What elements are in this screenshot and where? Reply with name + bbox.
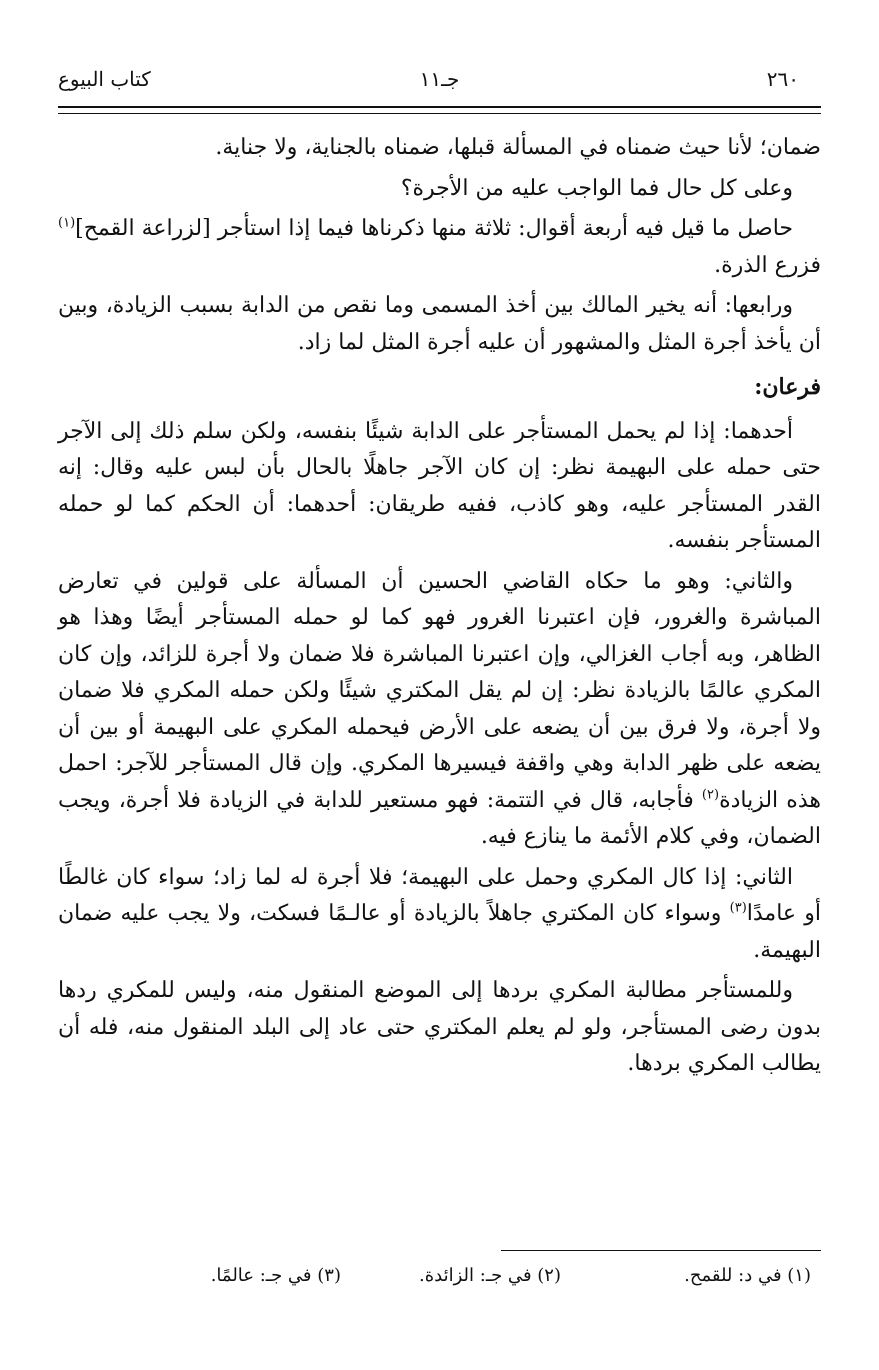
running-header <box>58 62 821 96</box>
paragraph-5: أحدهما: إذا لم يحمل المستأجر على الدابة شيئًا بنفسه، ولكن سلم ذلك إلى الآجر حتى حمله على البهيمة نظر: إن كان الآجر جاهلًا بالحال بأن لبس عليه وقال: إنه القدر المستأجر عليه، وهو كاذب، ففيه طريقان: أحدهما: أن الحكم كما لو حمله المستأجر بنفسه. <box>58 418 821 553</box>
paragraph-6-tail: فأجابه، قال في التتمة: فهو مستعير للدابة في الزيادة فلا أجرة، ويجب الضمان، وفي كلام الأئمة ما ينازع فيه. <box>58 787 821 849</box>
paragraph-8: وللمستأجر مطالبة المكري بردها إلى الموضع المنقول منه، وليس للمكري ردها بدون رضى المستأجر، ولو لم يعلم المكتري حتى عاد إلى البلد المنقول منه، فله أن يطالب المكري بردها. <box>58 978 821 1076</box>
paragraph-3 <box>58 211 821 284</box>
paragraph-4: ورابعها: أنه يخير المالك بين أخذ المسمى وما نقص من الدابة بسبب الزيادة، وبين أن يأخذ أجرة المثل والمشهور أن عليه أجرة المثل لما زاد. <box>58 293 821 355</box>
paragraph-6 <box>58 564 821 856</box>
footnote-3: (٣) في جـ: عالمًا. <box>210 1265 341 1286</box>
footnote-2: (٢) في جـ: الزائدة. <box>419 1265 561 1286</box>
paragraph-3-text: حاصل ما قيل فيه أربعة أقوال: ثلاثة منها ذكرناها فيما إذا استأجر [لزراعة القمح] <box>75 216 793 241</box>
footnotes <box>120 1262 821 1292</box>
paragraph-7-text: الثاني: إذا كال المكري وحمل على البهيمة؛ فلا أجرة له لما زاد؛ سواء كان غالطًا أو عامدًا <box>58 864 821 926</box>
paragraph-3-tail: فزرع الذرة. <box>714 252 821 278</box>
footnote-1: (١) في د: للقمح. <box>684 1265 811 1286</box>
section-heading: فرعان: <box>754 374 821 400</box>
paragraph-6-text: والثاني: وهو ما حكاه القاضي الحسين أن المسألة على قولين في تعارض المباشرة والغرور، فإن اعتبرنا الغرور فهو كما لو حمله المستأجر أيضًا وهذا هو الظاهر، وبه أجاب الغزالي، وإن اعتبرنا المباشرة فلا ضمان ولا أجرة للزائد، وإن كان المكري عالمًا بالزيادة نظر: إن لم يقل المكتري شيئًا ولكن حمله المكري فلا ضمان ولا أجرة، ولا فرق بين أن يضعه على الأرض فيحمله المكري على البهيمة أو بين أن يضعه على ظهر الدابة وهي واقفة فيسيرها المكري. وإن قال المستأجر للآجر: احمل هذه الزيادة <box>58 568 821 813</box>
paragraph-1: ضمان؛ لأنا حيث ضمناه في المسألة قبلها، ضمناه بالجناية، ولا جناية. <box>215 135 821 160</box>
header-rule-thick <box>58 106 821 108</box>
page-number: ٢٦٠ <box>766 67 799 91</box>
book-title: كتاب البيوع <box>58 67 151 91</box>
volume-label: جـ١١ <box>419 67 460 91</box>
main-text <box>58 130 821 1087</box>
header-rule-thin <box>58 113 821 114</box>
paragraph-2: وعلى كل حال فما الواجب عليه من الأجرة؟ <box>400 175 793 201</box>
footnote-ref-2: (٢) <box>701 787 720 803</box>
footnote-ref-3: (٣) <box>729 900 747 916</box>
paragraph-7 <box>58 860 821 970</box>
footnote-ref-1: (١) <box>58 215 76 231</box>
paragraph-7-tail: وسواء كان المكتري جاهلاً بالزيادة أو عالـمًا فسكت، ولا يجب عليه ضمان البهيمة. <box>58 901 821 963</box>
footnote-rule <box>501 1250 821 1251</box>
